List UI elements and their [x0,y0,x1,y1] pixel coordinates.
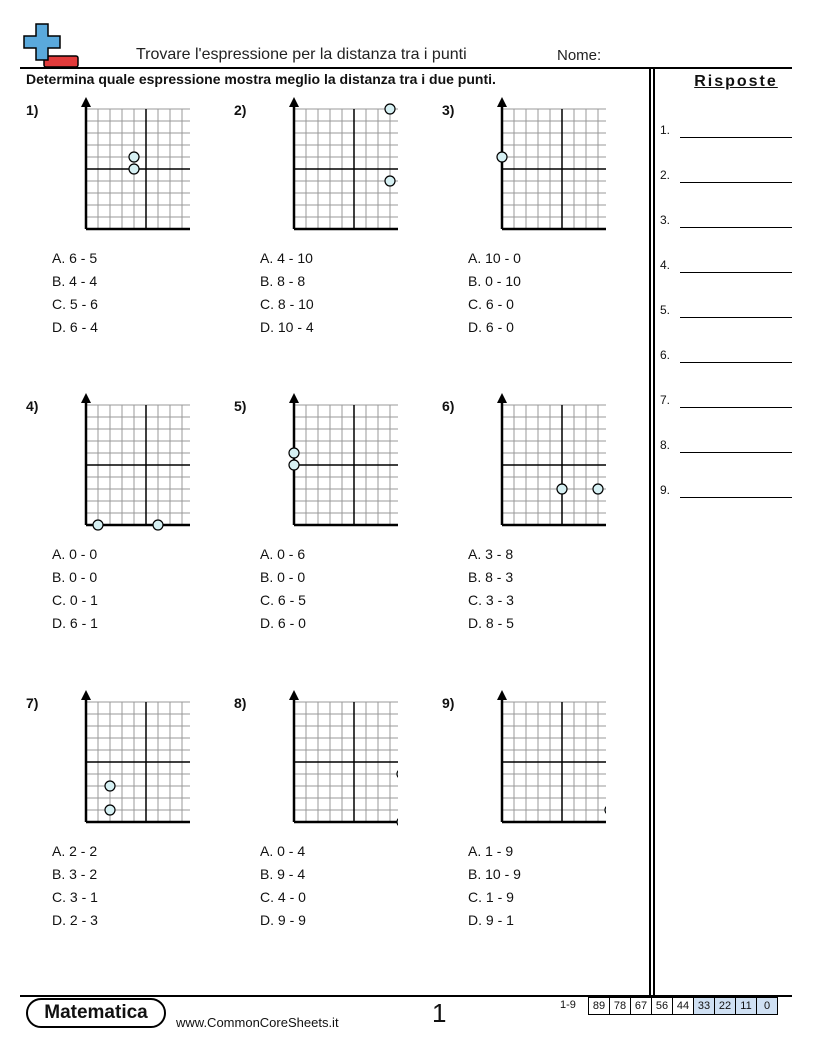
problem-number: 8) [234,695,247,711]
choice-b[interactable]: B. 0 - 0 [52,569,98,585]
problem-number: 4) [26,398,39,414]
answer-blank[interactable] [680,272,792,273]
problem-8 [234,695,434,928]
problem-number: 1) [26,102,39,118]
answer-line-4[interactable] [660,258,794,278]
choice-c[interactable]: C. 3 - 1 [52,889,98,905]
score-range: 1-9 [560,999,576,1011]
page-number: 1 [432,998,447,1028]
coordinate-grid [40,392,190,538]
answers-title: Risposte [694,73,778,90]
answer-choices [468,247,521,339]
choice-a[interactable]: A. 0 - 6 [260,546,306,562]
problem-4 [26,398,226,631]
answer-choices [260,543,306,635]
answer-blank[interactable] [680,362,792,363]
coordinate-grid [248,689,398,835]
choice-b[interactable]: B. 8 - 3 [468,569,514,585]
choice-b[interactable]: B. 10 - 9 [468,866,521,882]
choice-a[interactable]: A. 1 - 9 [468,843,514,859]
choice-c[interactable]: C. 3 - 3 [468,592,514,608]
plotted-point [385,176,395,186]
choice-c[interactable]: C. 0 - 1 [52,592,98,608]
answer-number: 3. [660,213,671,227]
score-cell: 33 [694,998,715,1015]
instructions: Determina quale espressione mostra meglio la distanza tra i due punti. [26,71,496,87]
answer-number: 5. [660,303,671,317]
coordinate-grid [456,392,606,538]
choice-b[interactable]: B. 8 - 8 [260,273,306,289]
choice-c[interactable]: C. 5 - 6 [52,296,98,312]
answer-number: 7. [660,393,671,407]
choice-c[interactable]: C. 6 - 0 [468,296,514,312]
choice-b[interactable]: B. 0 - 0 [260,569,306,585]
y-axis-arrow-icon [289,97,299,107]
coordinate-grid [248,96,398,242]
header-rule [20,67,792,69]
page-title: Trovare l'espressione per la distanza tra i punti [136,46,467,63]
answer-line-9[interactable] [660,483,794,503]
plotted-point [605,805,606,815]
plotted-point [397,817,398,827]
plotted-point [289,460,299,470]
coordinate-grid [40,96,190,242]
y-axis-arrow-icon [497,393,507,403]
logo-plus-shape [24,24,60,60]
answer-blank[interactable] [680,452,792,453]
y-axis-arrow-icon [81,690,91,700]
plotted-point [289,448,299,458]
choice-c[interactable]: C. 4 - 0 [260,889,306,905]
answer-number: 1. [660,123,671,137]
score-cell: 11 [736,998,757,1015]
choice-d[interactable]: D. 2 - 3 [52,912,98,928]
answer-blank[interactable] [680,137,792,138]
choice-d[interactable]: D. 8 - 5 [468,615,514,631]
answer-line-2[interactable] [660,168,794,188]
y-axis-arrow-icon [497,97,507,107]
plotted-point [153,520,163,530]
problem-9 [442,695,642,928]
choice-b[interactable]: B. 9 - 4 [260,866,306,882]
answer-choices [468,543,514,635]
answer-blank[interactable] [680,182,792,183]
answer-divider-left [649,68,651,996]
y-axis-arrow-icon [289,393,299,403]
choice-d[interactable]: D. 9 - 1 [468,912,514,928]
coordinate-grid [456,689,606,835]
plotted-point [105,781,115,791]
problem-number: 6) [442,398,455,414]
problem-number: 5) [234,398,247,414]
answer-number: 8. [660,438,671,452]
answer-choices [52,840,98,932]
choice-d[interactable]: D. 6 - 4 [52,319,98,335]
coordinate-grid [248,392,398,538]
choice-a[interactable]: A. 10 - 0 [468,250,521,266]
score-cell: 89 [589,998,610,1015]
answer-blank[interactable] [680,407,792,408]
plotted-point [105,805,115,815]
plus-minus-logo [22,22,80,68]
choice-d[interactable]: D. 6 - 1 [52,615,98,631]
answer-choices [260,247,314,339]
y-axis-arrow-icon [81,97,91,107]
problem-6 [442,398,642,631]
footer-url: www.CommonCoreSheets.it [176,1015,339,1030]
score-cell: 0 [757,998,778,1015]
score-cell: 67 [631,998,652,1015]
problem-3 [442,102,642,335]
plotted-point [129,152,139,162]
brand-badge: Matematica [26,998,166,1028]
answer-blank[interactable] [680,227,792,228]
plotted-point [397,769,398,779]
choice-a[interactable]: A. 4 - 10 [260,250,313,266]
score-cell: 44 [673,998,694,1015]
plotted-point [385,104,395,114]
problem-1 [26,102,226,335]
choice-a[interactable]: A. 6 - 5 [52,250,98,266]
choice-d[interactable]: D. 6 - 0 [260,615,306,631]
answer-number: 9. [660,483,671,497]
problem-number: 7) [26,695,39,711]
score-cell: 56 [652,998,673,1015]
plotted-point [497,152,507,162]
problem-2 [234,102,434,335]
answer-line-6[interactable] [660,348,794,368]
answer-choices [52,247,98,339]
answer-blank[interactable] [680,317,792,318]
choice-d[interactable]: D. 9 - 9 [260,912,306,928]
answer-line-1[interactable] [660,123,794,143]
answer-line-7[interactable] [660,393,794,413]
answer-choices [468,840,521,932]
score-table [588,997,778,1015]
y-axis-arrow-icon [497,690,507,700]
plotted-point [557,484,567,494]
choice-a[interactable]: A. 0 - 0 [52,546,98,562]
coordinate-grid [40,689,190,835]
choice-d[interactable]: D. 6 - 0 [468,319,514,335]
score-cell: 22 [715,998,736,1015]
problem-number: 3) [442,102,455,118]
problem-number: 2) [234,102,247,118]
plotted-point [93,520,103,530]
answer-choices [260,840,306,932]
answer-line-5[interactable] [660,303,794,323]
logo-minus-shape [44,56,78,67]
answer-number: 4. [660,258,671,272]
y-axis-arrow-icon [81,393,91,403]
choice-b[interactable]: B. 3 - 2 [52,866,98,882]
name-label: Nome: [557,47,602,64]
coordinate-grid [456,96,606,242]
score-cell: 78 [610,998,631,1015]
plotted-point [593,484,603,494]
problem-7 [26,695,226,928]
choice-b[interactable]: B. 0 - 10 [468,273,521,289]
answer-number: 6. [660,348,671,362]
choice-c[interactable]: C. 6 - 5 [260,592,306,608]
choice-b[interactable]: B. 4 - 4 [52,273,98,289]
choice-a[interactable]: A. 0 - 4 [260,843,306,859]
answer-line-8[interactable] [660,438,794,458]
answer-blank[interactable] [680,497,792,498]
choice-c[interactable]: C. 8 - 10 [260,296,314,312]
choice-d[interactable]: D. 10 - 4 [260,319,314,335]
answer-choices [52,543,98,635]
answer-line-3[interactable] [660,213,794,233]
choice-c[interactable]: C. 1 - 9 [468,889,514,905]
y-axis-arrow-icon [289,690,299,700]
problem-number: 9) [442,695,455,711]
problem-5 [234,398,434,631]
choice-a[interactable]: A. 3 - 8 [468,546,514,562]
choice-a[interactable]: A. 2 - 2 [52,843,98,859]
answer-divider-right [653,68,655,996]
answer-number: 2. [660,168,671,182]
plotted-point [129,164,139,174]
